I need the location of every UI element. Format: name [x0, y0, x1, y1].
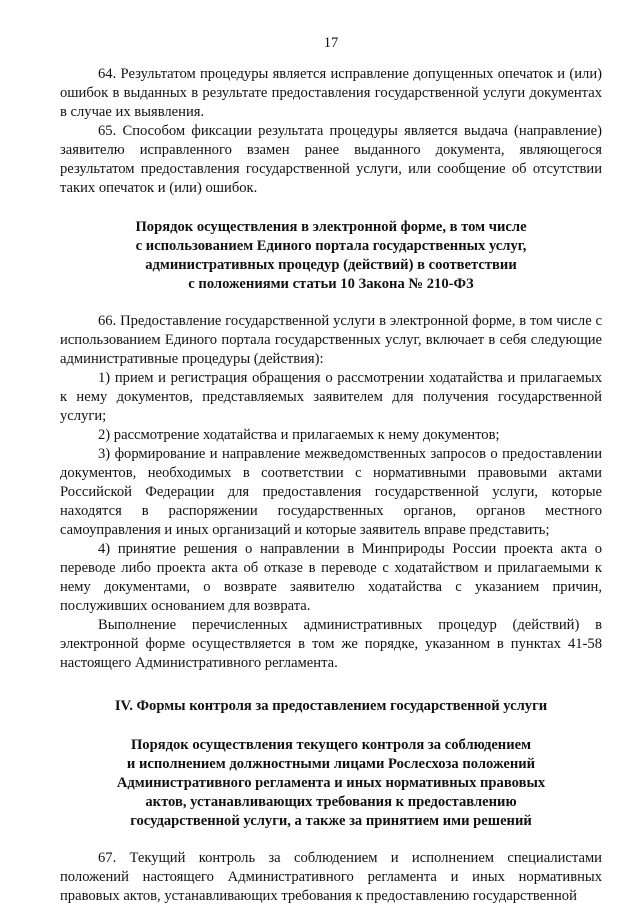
- paragraph-64: 64. Результатом процедуры является исправление допущенных опечаток и (или) ошибок в выданных в результате предоставления государственной услуги документах в случае их выявления.: [60, 66, 602, 120]
- page-number: 17: [323, 35, 339, 51]
- heading-line: актов, устанавливающих требования к предоставлению: [145, 794, 517, 810]
- paragraph-execution: Выполнение перечисленных административных процедур (действий) в электронной форме осуществляется в том же порядке, указанном в пунктах 41-58 настоящего Административного регламента.: [60, 617, 602, 671]
- paragraph-66: 66. Предоставление государственной услуги в электронной форме, в том числе с использованием Единого портала государственных услуг, включает в себя следующие административные процедуры (действия):: [60, 313, 602, 367]
- heading-line: с положениями статьи 10 Закона № 210-ФЗ: [188, 276, 474, 292]
- paragraph-67: 67. Текущий контроль за соблюдением и исполнением специалистами положений настоящего Административного регламента и иных нормативных правовых актов, устанавливающих требования к предоставлению государственной: [60, 850, 602, 904]
- heading-current-control: [60, 736, 602, 831]
- heading-electronic-form: [60, 218, 602, 294]
- list-item-2: 2) рассмотрение ходатайства и прилагаемых к нему документов;: [98, 427, 500, 443]
- heading-line: Порядок осуществления текущего контроля за соблюдением: [130, 737, 532, 753]
- list-item-4: 4) принятие решения о направлении в Минприроды России проекта акта о переводе либо проекта акта об отказе в переводе с ходатайством и прилагаемыми к нему документами, о возврате заявителю ходатайства с указанием причин, послуживших основанием для возврата.: [60, 541, 602, 614]
- heading-line: Административного регламента и иных нормативных правовых: [116, 775, 546, 791]
- heading-line: с использованием Единого портала государственных услуг,: [135, 238, 527, 254]
- heading-line: Порядок осуществления в электронной форме, в том числе: [135, 219, 527, 235]
- paragraph-65: 65. Способом фиксации результата процедуры является выдача (направление) заявителю исправленного взамен ранее выданного документа, являющегося результатом предоставления государственной услуги, или сообщение об отсутствии таких опечаток и (или) ошибок.: [60, 123, 602, 196]
- heading-line: и исполнением должностными лицами Рослесхоза положений: [126, 756, 536, 772]
- heading-line: административных процедур (действий) в соответствии: [145, 257, 517, 273]
- section-title-iv: IV. Формы контроля за предоставлением государственной услуги: [114, 698, 548, 714]
- heading-line: государственной услуги, а также за принятием ими решений: [130, 813, 532, 829]
- list-item-3: 3) формирование и направление межведомственных запросов о предоставлении документов, необходимых в соответствии с нормативными правовыми актами Российской Федерации для предоставления государственной услуги, которые находятся в распоряжении государственных органов, органов местного самоуправления и иных организаций и которые заявитель вправе представить;: [60, 446, 602, 538]
- list-item-1: 1) прием и регистрация обращения о рассмотрении ходатайства и прилагаемых к нему документов, представляемых заявителем для получения государственной услуги;: [60, 370, 602, 424]
